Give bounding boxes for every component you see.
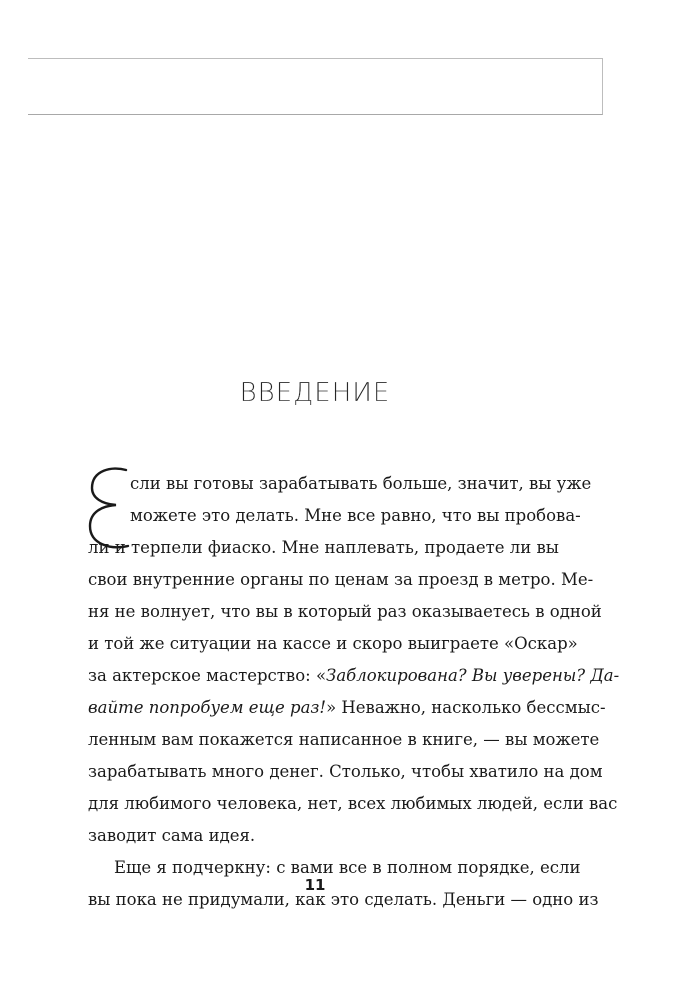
text-line: для любимого человека, нет, всех любимых людей, если вас	[88, 794, 618, 813]
text-line: можете это делать. Мне все равно, что вы пробова-	[130, 506, 581, 525]
text-line: ня не волнует, что вы в который раз оказываетесь в одной	[88, 602, 602, 621]
italic-quote: Заблокирована? Вы уверены? Да-	[326, 666, 620, 685]
text-line: Еще я подчеркну: с вами все в полном порядке, если	[114, 858, 581, 877]
body-text	[88, 468, 620, 916]
drop-cap-text: Е	[86, 464, 87, 465]
text-line: за актерское мастерство: «Заблокирована? Вы уверены? Да-	[88, 666, 620, 685]
text-line: свои внутренние органы по ценам за проезд в метро. Ме-	[88, 570, 594, 589]
paragraph-1	[88, 468, 620, 852]
running-header-frame	[28, 58, 603, 115]
text-line: сли вы готовы зарабатывать больше, значит, вы уже	[130, 474, 592, 493]
chapter-title: ВВЕДЕНИЕ	[239, 378, 391, 408]
page-number: 11	[304, 876, 326, 894]
italic-quote: вайте попробуем еще раз!	[88, 698, 327, 717]
text-line: ленным вам покажется написанное в книге, — вы можете	[88, 730, 600, 749]
text-line: вы пока не придумали, как это сделать. Деньги — одно из	[88, 890, 599, 909]
text-line: ли и терпели фиаско. Мне наплевать, продаете ли вы	[88, 538, 559, 557]
text-line: и той же ситуации на кассе и скоро выиграете «Оскар»	[88, 634, 578, 653]
text-line: заводит сама идея.	[88, 826, 256, 845]
text-line: вайте попробуем еще раз!» Неважно, насколько бессмыс-	[88, 698, 606, 717]
text-line: зарабатывать много денег. Столько, чтобы хватило на дом	[88, 762, 603, 781]
